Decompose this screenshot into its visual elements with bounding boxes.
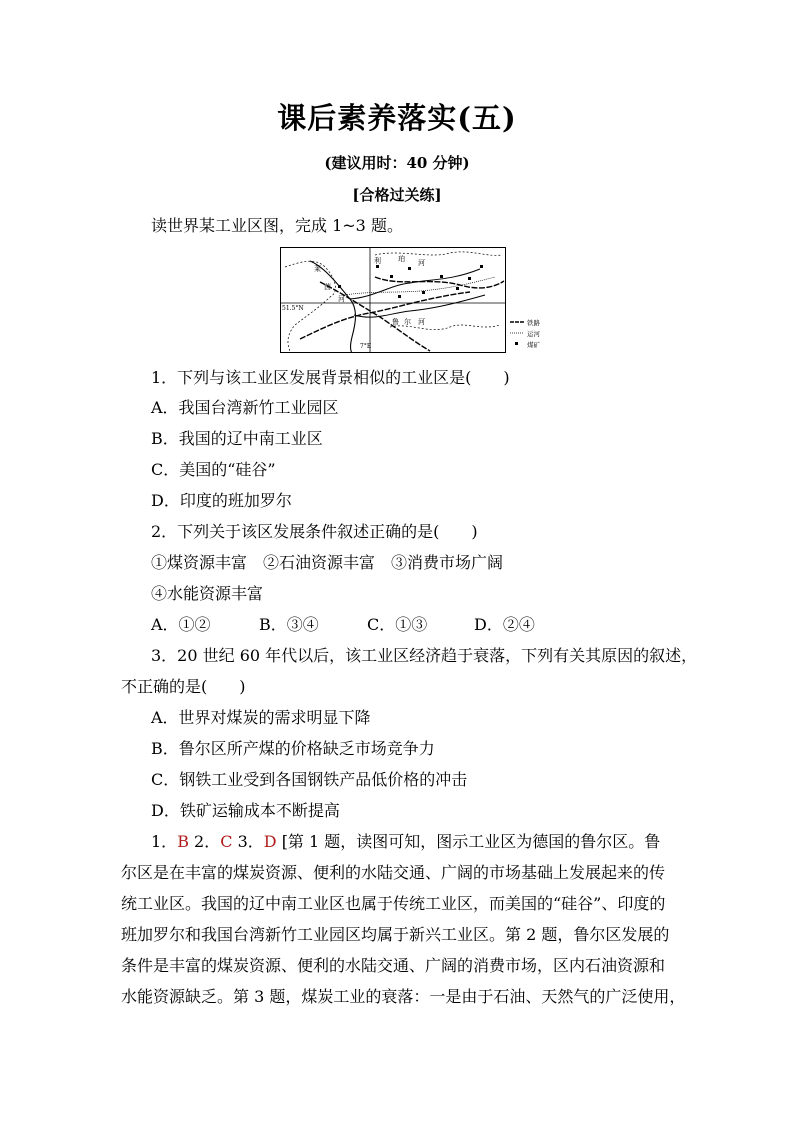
question-2-option-a: A．①② (151, 615, 211, 634)
question-3-stem-line-1: 3．20 世纪 60 年代以后，该工业区经济趋于衰落，下列有关其原因的叙述， (151, 646, 698, 665)
explanation-line-4: 班加罗尔和我国台湾新竹工业园区均属于新兴工业区。第 2 题，鲁尔区发展的 (121, 925, 670, 944)
coal-mine-marker (456, 287, 459, 290)
question-2-items-line-2: ④水能资源丰富 (151, 584, 264, 603)
explanation-line-2: 尔区是在丰富的煤炭资源、便利的水陆交通、广阔的市场基础上发展起来的传 (121, 863, 666, 882)
explanation-text: [第 1 题，读图可知，图示工业区为德国的鲁尔区。鲁 (281, 832, 661, 851)
map-latitude-label: 51.5°N (282, 305, 304, 312)
answer-3-number: 3． (237, 832, 264, 851)
question-1-option-b: B．我国的辽中南工业区 (151, 429, 323, 448)
question-2-stem: 2．下列关于该区发展条件叙述正确的是( ) (151, 522, 478, 541)
legend-coal-symbol (515, 342, 518, 345)
coal-mine-marker (408, 267, 411, 270)
explanation-line-5: 条件是丰富的煤炭资源、便利的水陆交通、广阔的消费市场，区内石油资源和 (121, 956, 666, 975)
map-label-lai: 莱 (314, 265, 321, 273)
question-2-items-line-1: ①煤资源丰富 ②石油资源丰富 ③消费市场广阔 (151, 553, 504, 572)
answer-1-number: 1． (151, 832, 178, 851)
legend-railway-label: 铁路 (527, 319, 540, 327)
coal-mine-marker (468, 277, 471, 280)
question-3-option-a: A．世界对煤炭的需求明显下降 (151, 708, 371, 727)
question-1-option-c: C．美国的“硅谷” (151, 460, 276, 479)
question-2-option-d: D．②④ (474, 615, 535, 634)
map-longitude-label: 7°E (360, 343, 372, 350)
answer-explanation-line-1 (151, 832, 677, 852)
map-label-he3: 河 (418, 318, 425, 326)
question-2-option-c: C．①③ (367, 615, 428, 634)
coal-mine-marker (440, 275, 443, 278)
map-label-er: 尔 (404, 318, 411, 326)
map-label-li: 利 (374, 257, 381, 265)
explanation-line-6: 水能资源缺乏。第 3 题，煤炭工业的衰落：一是由于石油、天然气的广泛使用， (121, 987, 686, 1006)
answer-1-value: B (177, 832, 189, 851)
question-2-option-b: B．③④ (259, 615, 319, 634)
coal-mine-marker (376, 265, 379, 268)
coal-mine-marker (338, 285, 341, 288)
answer-3-value: D (263, 832, 277, 851)
coal-mine-marker (422, 291, 425, 294)
section-heading: [合格过关练] (352, 186, 442, 204)
legend-coal-label: 煤矿 (527, 341, 540, 349)
answer-2-value: C (220, 832, 233, 851)
industrial-region-map (280, 247, 548, 353)
question-3-option-b: B．鲁尔区所产煤的价格缺乏市场竞争力 (151, 739, 435, 758)
answer-2-number: 2． (194, 832, 221, 851)
question-1-option-a: A．我国台湾新竹工业园区 (151, 398, 339, 417)
map-label-po: 珀 (398, 255, 405, 263)
coal-mine-marker (398, 295, 401, 298)
time-note: (建议用时：40 分钟) (324, 154, 470, 172)
map-label-he2: 河 (418, 259, 425, 267)
question-1-stem: 1．下列与该工业区发展背景相似的工业区是( ) (151, 368, 510, 387)
map-label-he: 河 (338, 295, 345, 303)
question-3-option-d: D．铁矿运输成本不断提高 (151, 801, 340, 820)
coal-mine-marker (480, 265, 483, 268)
coal-mine-marker (390, 275, 393, 278)
question-1-option-d: D．印度的班加罗尔 (151, 491, 292, 510)
question-3-stem-line-2: 不正确的是( ) (121, 677, 246, 696)
intro-text: 读世界某工业区图，完成 1~3 题。 (151, 216, 403, 235)
map-label-lu: 鲁 (392, 318, 399, 326)
legend-canal-label: 运河 (527, 330, 540, 338)
page-title: 课后素养落实(五) (277, 101, 517, 135)
question-3-option-c: C．钢铁工业受到各国钢铁产品低价格的冲击 (151, 770, 468, 789)
explanation-line-3: 统工业区。我国的辽中南工业区也属于传统工业区，而美国的“硅谷”、印度的 (121, 894, 666, 913)
map-label-yin: 茵 (324, 283, 331, 291)
map-legend (510, 318, 541, 349)
